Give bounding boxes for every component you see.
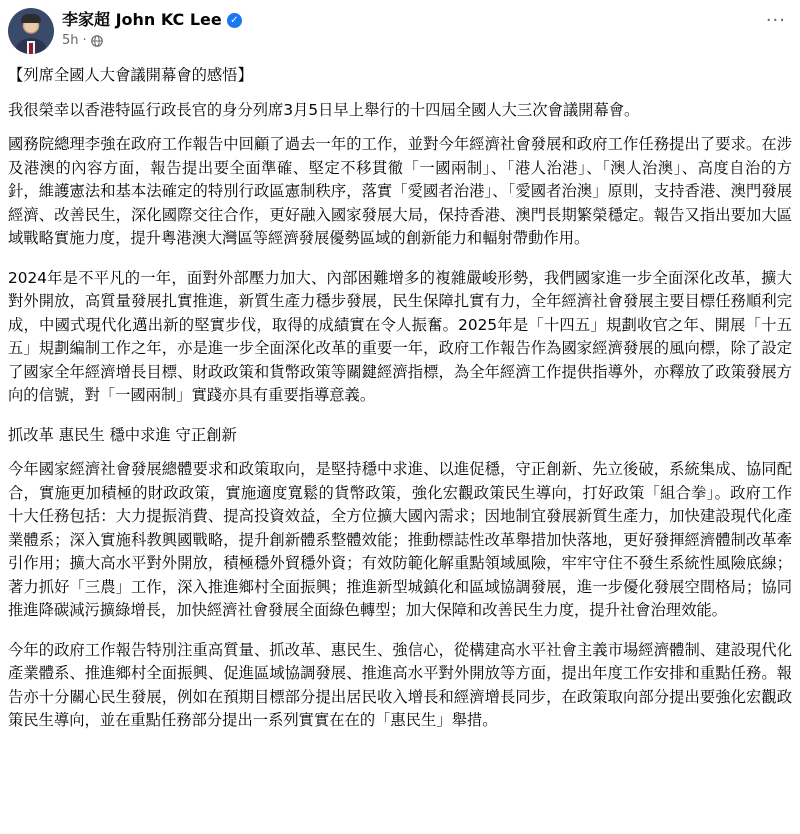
verified-badge-icon: ✓ — [227, 13, 242, 28]
paragraph-policy-tasks: 今年國家經濟社會發展總體要求和政策取向，是堅持穩中求進、以進促穩，守正創新、先立後破，系統集成、協同配合，實施更加積極的財政政策，實施適度寬鬆的貨幣政策，強化宏觀政策民生導向，打好政策「組合拳」。政府工作十大任務包括：大力提振消費、提高投資效益，全方位擴大國內需求；因地制宜發展新質生產力，加快建設現代化產業體系；深入實施科教興國戰略，提升創新體系整體效能；推動標誌性改革舉措加快落地，更好發揮經濟體制改革牽引作用；擴大高水平對外開放，積極穩外貿穩外資；有效防範化解重點領域風險，牢牢守住不發生系統性風險底線；著力抓好「三農」工作，深入推進鄉村全面振興；推進新型城鎮化和區域協調發展，進一步優化發展空間格局；協同推進降碳減污擴綠增長，加快經濟社會發展全面綠色轉型；加大保障和改善民生力度，提升社會治理效能。 — [8, 460, 792, 619]
separator-dot: · — [82, 33, 87, 48]
author-name[interactable]: 李家超 John KC Lee — [62, 10, 222, 29]
paragraph-intro: 我很榮幸以香港特區行政長官的身分列席3月5日早上舉行的十四屆全國人大三次會議開幕會。 — [8, 100, 640, 119]
more-options-icon[interactable]: ··· — [765, 10, 786, 31]
globe-icon[interactable] — [91, 35, 103, 47]
section-heading: 抓改革 惠民生 穩中求進 守正創新 — [8, 425, 237, 444]
paragraph-report-summary: 國務院總理李強在政府工作報告中回顧了過去一年的工作，並對今年經濟社會發展和政府工作任務提出了要求。在涉及港澳的內容方面，報告提出要全面準確、堅定不移貫徹「一國兩制」、「港人治港」、「澳人治澳」、高度自治的方針，維護憲法和基本法確定的特別行政區憲制秩序，落實「愛國者治港」、「愛國者治澳」原則，支持香港、澳門發展經濟、改善民生，深化國際交往合作，更好融入國家發展大局，保持香港、澳門長期繁榮穩定。報告又指出要加大區域戰略實施力度，提升粵港澳大灣區等經濟發展優勢區域的創新能力和輻射帶動作用。 — [8, 135, 792, 247]
post-content — [8, 64, 792, 733]
author-row — [62, 10, 242, 30]
paragraph-2024-review: 2024年是不平凡的一年，面對外部壓力加大、內部困難增多的複雜嚴峻形勢，我們國家進一步全面深化改革，擴大對外開放，高質量發展扎實推進，新質生產力穩步發展，民生保障扎實有力，全年經濟社會發展主要目標任務順利完成，中國式現代化邁出新的堅實步伐，取得的成績實在令人振奮。2025年是「十四五」規劃收官之年、開展「十五五」規劃編制工作之年，亦是進一步全面深化改革的重要一年，政府工作報告作為國家經濟發展的風向標，除了設定了國家全年經濟增長目標、財政政策和貨幣政策等關鍵經濟指標，為全年經濟工作提供指導外，亦釋放了政策發展方向的信號，對「一國兩制」實踐亦具有重要指導意義。 — [8, 268, 792, 404]
timestamp-row — [62, 32, 242, 50]
paragraph-livelihood: 今年的政府工作報告特別注重高質量、抓改革、惠民生、強信心，從構建高水平社會主義市場經濟體制、建設現代化產業體系、推進鄉村全面振興、促進區域協調發展、推進高水平對外開放等方面，提出年度工作安排和重點任務。報告亦十分關心民生發展，例如在預期目標部分提出居民收入增長和經濟增長同步，在政策取向部分提出要強化宏觀政策民生導向，並在重點任務部分提出一系列實實在在的「惠民生」舉措。 — [8, 640, 792, 729]
avatar[interactable] — [8, 8, 54, 54]
avatar-tie — [29, 43, 33, 54]
post-header — [8, 6, 792, 58]
post-time[interactable]: 5h — [62, 33, 79, 48]
avatar-hair — [21, 14, 41, 23]
post-title: 【列席全國人大會議開幕會的感悟】 — [8, 66, 253, 84]
post-meta — [62, 6, 242, 50]
